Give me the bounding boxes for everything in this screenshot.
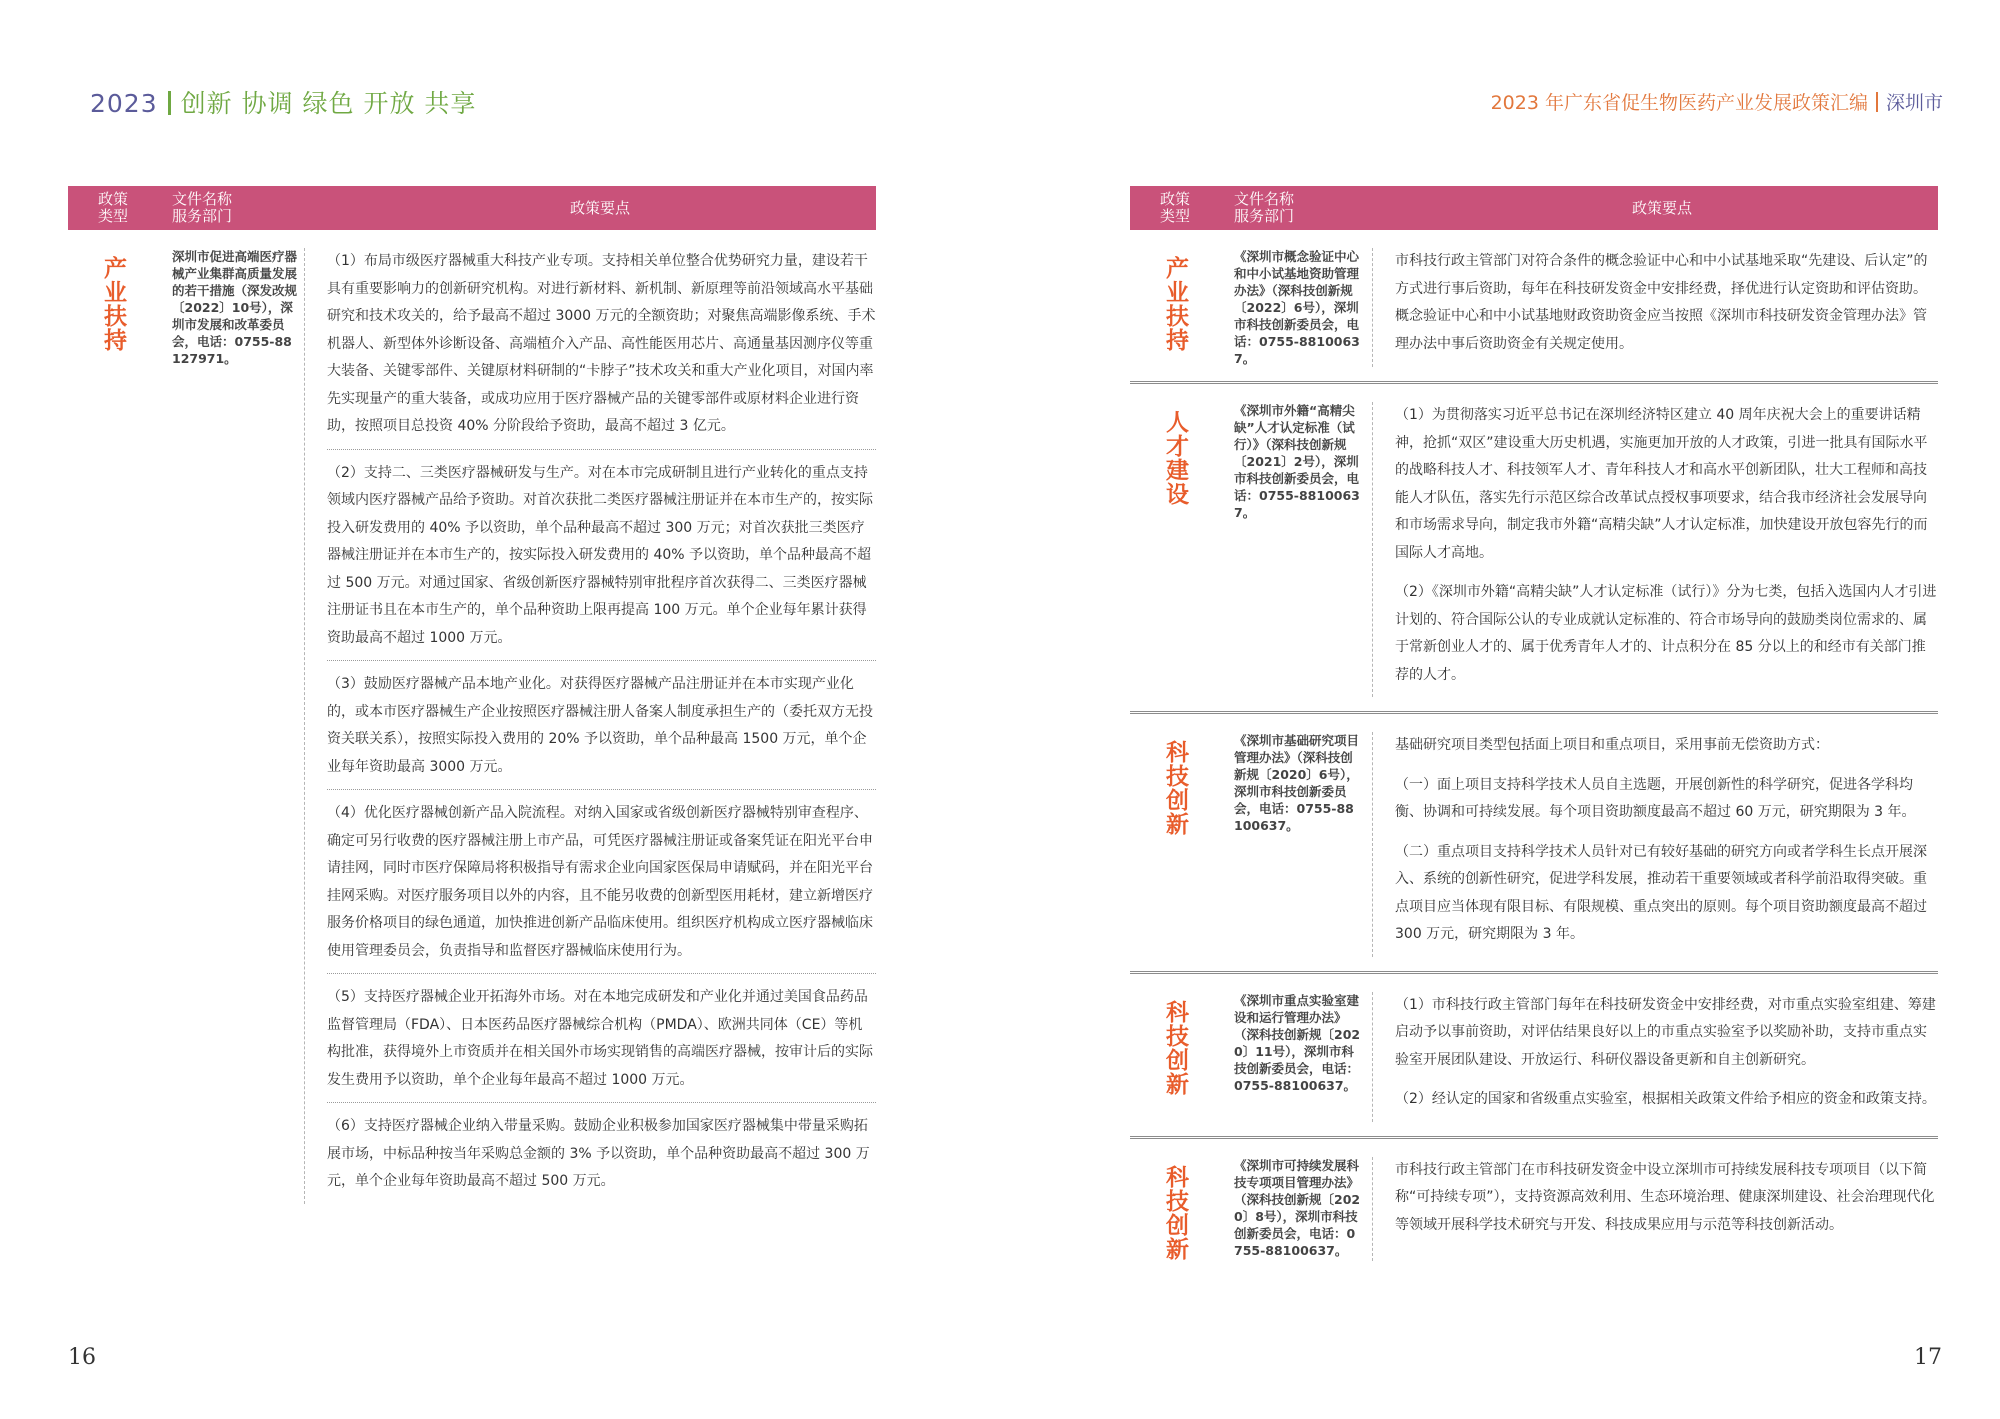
policy-type: 人才建设 xyxy=(1162,410,1188,506)
policy-point: 市科技行政主管部门在市科技研发资金中设立深圳市可持续发展科技专项项目（以下简称“可持续专项”），支持资源高效利用、生态环境治理、健康深圳建设、社会治理现代化等领域开展科学技术研究与开发、科技成果应用与示范等科技创新活动。 xyxy=(1395,1161,1935,1233)
header-year: 2023 xyxy=(90,89,158,118)
document-info: 《深圳市基础研究项目管理办法》（深科技创新规〔2020〕6号），深圳市科技创新委员会，电话：0755-88100637。 xyxy=(1234,733,1360,833)
policy-point: （1）为贯彻落实习近平总书记在深圳经济特区建立 40 周年庆祝大会上的重要讲话精神，抢抓“双区”建设重大历史机遇，实施更加开放的人才政策，引进一批具有国际水平的战略科技人才、科技领军人才、青年科技人才和高水平创新团队，壮大工程师和高技能人才队伍，落实先行示范区综合改革试点授权事项要求，结合我市经济社会发展导向和市场需求导向，制定我市外籍“高精尖缺”人才认定标准，加快建设开放包容先行的而国际人才高地。 xyxy=(1395,407,1928,561)
policy-points xyxy=(1372,248,1938,367)
document-info: 《深圳市外籍“高精尖缺”人才认定标准（试行）》（深科技创新规〔2021〕2号），深圳市科技创新委员会，电话：0755-88100637。 xyxy=(1234,403,1360,520)
policy-type: 科技创新 xyxy=(1162,740,1188,836)
column-header-type: 政策 类型 xyxy=(97,190,128,225)
header-divider xyxy=(168,91,171,115)
running-header-right xyxy=(1491,88,1943,115)
policy-points xyxy=(1372,1157,1938,1261)
right-page xyxy=(1000,0,2000,1419)
table-row xyxy=(1130,381,1938,697)
policy-table-left xyxy=(68,248,876,1204)
column-header-points: 政策要点 xyxy=(1631,198,1692,217)
header-divider xyxy=(1876,92,1878,112)
policy-point: 市科技行政主管部门对符合条件的概念验证中心和中小试基地采取“先建设、后认定”的方式进行事后资助，每年在科技研发资金中安排经费，择优进行认定资助和评估资助。概念验证中心和中小试基地财政资助资金应当按照《深圳市科技研发资金管理办法》管理办法中事后资助资金有关规定使用。 xyxy=(1395,253,1928,352)
policy-point: 基础研究项目类型包括面上项目和重点项目，采用事前无偿资助方式： xyxy=(1395,737,1829,753)
policy-type: 产业扶持 xyxy=(1162,256,1188,352)
table-row xyxy=(1130,248,1938,367)
page-number-right: 17 xyxy=(1914,1345,1942,1370)
policy-point: （3）鼓励医疗器械产品本地产业化。对获得医疗器械产品注册证并在本市实现产业化的，或本市医疗器械生产企业按照医疗器械注册人备案人制度承担生产的（委托双方无投资关联关系），按照实际投入费用的 20% 予以资助，单个品种最高 1500 万元，单个企业每年资助最高 3000 万元。 xyxy=(327,660,876,789)
policy-point: （一）面上项目支持科学技术人员自主选题，开展创新性的科学研究，促进各学科均衡、协调和可持续发展。每个项目资助额度最高不超过 60 万元，研究期限为 3 年。 xyxy=(1395,776,1916,820)
document-info: 深圳市促进高端医疗器械产业集群高质量发展的若干措施（深发改规〔2022〕10号），深圳市发展和改革委员会，电话：0755-88127971。 xyxy=(172,249,298,366)
column-header-document: 文件名称 服务部门 xyxy=(172,190,233,225)
policy-table-right xyxy=(1130,248,1938,1261)
policy-point: （2）经认定的国家和省级重点实验室，根据相关政策文件给予相应的资金和政策支持。 xyxy=(1395,1091,1936,1107)
document-info: 《深圳市可持续发展科技专项项目管理办法》（深科技创新规〔2020〕8号），深圳市科技创新委员会，电话：0755-88100637。 xyxy=(1234,1157,1361,1258)
policy-points xyxy=(304,248,876,1204)
policy-point: （二）重点项目支持科学技术人员针对已有较好基础的研究方向或者学科生长点开展深入、系统的创新性研究，促进学科发展，推动若干重要领域或者科学前沿取得突破。重点项目应当体现有限目标、有限规模、重点突出的原则。每个项目资助额度最高不超过 300 万元，研究期限为 3 年。 xyxy=(1395,843,1927,942)
table-header xyxy=(1130,186,1938,230)
policy-type: 产业扶持 xyxy=(100,256,126,352)
table-header xyxy=(68,186,876,230)
policy-point: （4）优化医疗器械创新产品入院流程。对纳入国家或省级创新医疗器械特别审查程序、确定可另行收费的医疗器械注册上市产品，可凭医疗器械注册证或备案凭证在阳光平台申请挂网，同时市医疗保障局将积极指导有需求企业向国家医保局申请赋码，并在阳光平台挂网采购。对医疗服务项目以外的内容，且不能另收费的创新型医用耗材，建立新增医疗服务价格项目的绿色通道，加快推进创新产品临床使用。组织医疗机构成立医疗器械临床使用管理委员会，负责指导和监督医疗器械临床使用行为。 xyxy=(327,789,876,973)
policy-point: （2）《深圳市外籍“高精尖缺”人才认定标准（试行）》分为七类，包括入选国内人才引进计划的、符合国际公认的专业成就认定标准的、符合市场导向的鼓励类岗位需求的、属于常新创业人才的、属于优秀青年人才的、计点积分在 85 分以上的和经市有关部门推荐的人才。 xyxy=(1395,584,1937,683)
header-slogan: 创新 协调 绿色 开放 共享 xyxy=(180,89,477,118)
document-info: 《深圳市重点实验室建设和运行管理办法》（深科技创新规〔2020〕11号），深圳市科技创新委员会，电话：0755-88100637。 xyxy=(1234,992,1361,1093)
policy-type: 科技创新 xyxy=(1162,1164,1188,1261)
table-row xyxy=(1130,971,1938,1122)
header-book-title: 2023 年广东省促生物医药产业发展政策汇编 xyxy=(1490,92,1868,114)
page-number-left: 16 xyxy=(68,1345,96,1370)
policy-point: （5）支持医疗器械企业开拓海外市场。对在本地完成研发和产业化并通过美国食品药品监督管理局（FDA）、日本医药品医疗器械综合机构（PMDA）、欧洲共同体（CE）等机构批准，获得境外上市资质并在相关国外市场实现销售的高端医疗器械，按审计后的实际发生费用予以资助，单个企业每年最高不超过 1000 万元。 xyxy=(327,973,876,1102)
policy-type: 科技创新 xyxy=(1162,999,1188,1096)
policy-point: （1）市科技行政主管部门每年在科技研发资金中安排经费，对市重点实验室组建、筹建启动予以事前资助，对评估结果良好以上的市重点实验室予以奖励补助，支持市重点实验室开展团队建设、开放运行、科研仪器设备更新和自主创新研究。 xyxy=(1395,996,1936,1068)
running-header-left xyxy=(90,84,476,120)
header-city: 深圳市 xyxy=(1885,92,1943,114)
document-info: 《深圳市概念验证中心和中小试基地资助管理办法》（深科技创新规〔2022〕6号），深圳市科技创新委员会，电话：0755-88100637。 xyxy=(1234,249,1360,366)
policy-point: （6）支持医疗器械企业纳入带量采购。鼓励企业积极参加国家医疗器械集中带量采购拓展市场，中标品种按当年采购总金额的 3% 予以资助，单个品种资助最高不超过 300 万元，单个企业每年资助最高不超过 500 万元。 xyxy=(327,1102,876,1204)
table-row xyxy=(1130,711,1938,957)
policy-points xyxy=(1372,732,1938,957)
table-row xyxy=(1130,1136,1938,1261)
table-row xyxy=(68,248,876,1204)
policy-points xyxy=(1372,992,1938,1122)
policy-point: （1）布局市级医疗器械重大科技产业专项。支持相关单位整合优势研究力量，建设若干具有重要影响力的创新研究机构。对进行新材料、新机制、新原理等前沿领域高水平基础研究和技术攻关的，给予最高不超过 3000 万元的全额资助；对聚焦高端影像系统、手术机器人、新型体外诊断设备、高端植介入产品、高性能医用芯片、高通量基因测序仪等重大装备、关键零部件、关键原材料研制的“卡脖子”技术攻关和重大产业化项目，对国内率先实现量产的重大装备，或成功应用于医疗器械产品的关键零部件或原材料企业进行资助，按照项目总投资 40% 分阶段给予资助，最高不超过 3 亿元。 xyxy=(327,253,876,434)
column-header-points: 政策要点 xyxy=(569,198,630,217)
policy-points xyxy=(1372,402,1938,697)
policy-point: （2）支持二、三类医疗器械研发与生产。对在本市完成研制且进行产业转化的重点支持领域内医疗器械产品给予资助。对首次获批二类医疗器械注册证并在本市生产的，按实际投入研发费用的 40% 予以资助，单个品种最高不超过 300 万元；对首次获批三类医疗器械注册证并在本市生产的，按实际投入研发费用的 40% 予以资助，单个品种最高不超过 500 万元。对通过国家、省级创新医疗器械特别审批程序首次获得二、三类医疗器械注册证书且在本市生产的，单个品种资助上限再提高 100 万元。单个企业每年累计获得资助最高不超过 1000 万元。 xyxy=(327,449,876,661)
column-header-type: 政策 类型 xyxy=(1159,190,1190,225)
column-header-document: 文件名称 服务部门 xyxy=(1234,190,1295,225)
